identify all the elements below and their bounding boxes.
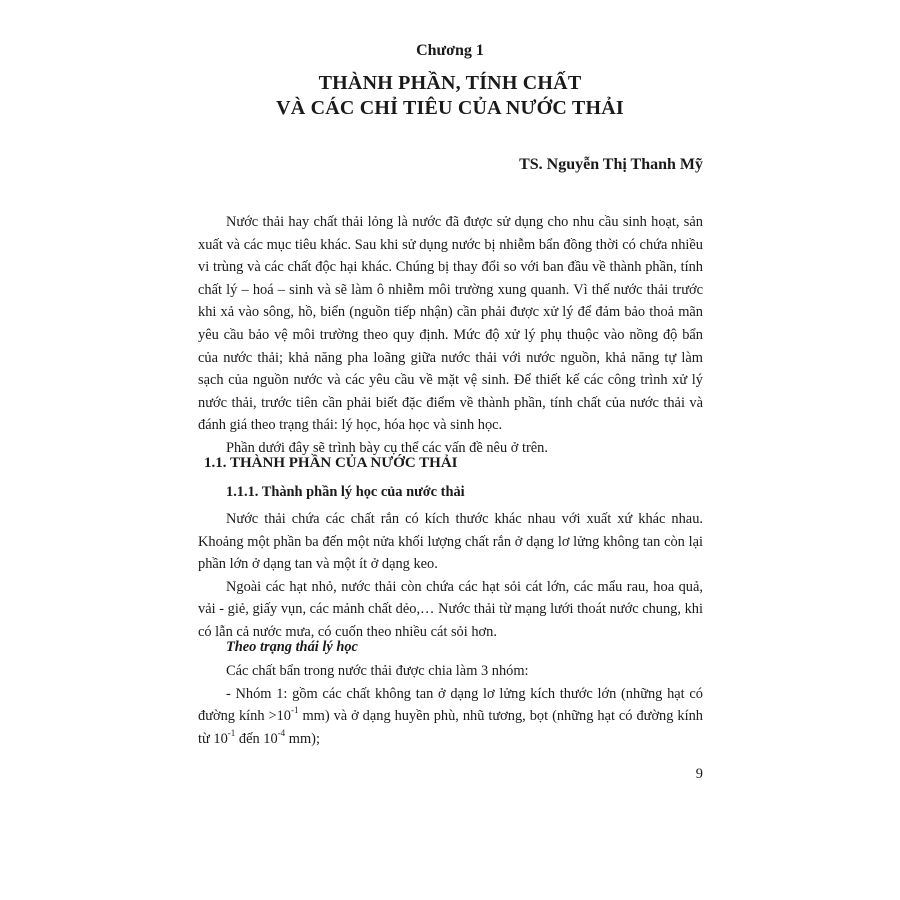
page-number: 9 xyxy=(695,766,703,782)
group-1-text-c: đến 10 xyxy=(235,730,278,747)
groups-intro: Các chất bẩn trong nước thải được chia làm 3 nhóm: xyxy=(226,663,529,679)
exponent: -1 xyxy=(291,705,299,716)
intro-paragraph: Nước thải hay chất thải lỏng là nước đã được sử dụng cho nhu cầu sinh hoạt, sản xuất và các mục tiêu khác. Sau khi sử dụng nước bị nhiễm bẩn đồng thời có chứa nhiều vi trùng và các chất độc hại khác. Chúng bị thay đổi so với ban đầu về thành phần, tính chất lý – hoá – sinh và sẽ làm ô nhiễm môi trường xung quanh. Vì thế nước thải trước khi xả vào sông, hồ, biển (nguồn tiếp nhận) cần phải được xử lý để đảm bảo thoả mãn yêu cầu bảo vệ môi trường theo quy định. Mức độ xử lý phụ thuộc vào nồng độ bẩn của nước thải; khả năng pha loãng giữa nước thải với nước nguồn, khả năng tự làm sạch của nguồn nước và các yêu cầu về mặt vệ sinh. Để thiết kế các công trình xử lý nước thải, trước tiên cần phải biết đặc điểm về thành phần, tính chất của nước thải và đánh giá theo trạng thái: lý học, hóa học và sinh học. xyxy=(198,214,703,434)
body-paragraph: Nước thải chứa các chất rắn có kích thước khác nhau với xuất xứ khác nhau. Khoảng một phần ba đến một nửa khối lượng chất rắn ở dạng lơ lửng không tan còn lại phần lớn ở dạng tan và một ít ở dạng keo. xyxy=(198,511,703,573)
author-name: TS. Nguyễn Thị Thanh Mỹ xyxy=(519,156,703,173)
body-paragraph: Ngoài các hạt nhỏ, nước thải còn chứa các hạt sỏi cát lớn, các mẩu rau, hoa quả, vải - giẻ, giấy vụn, các mảnh chất dẻo,… Nước thải từ mạng lưới thoát nước chung, khi có lẫn cả nước mưa, có cuốn theo nhiều cát sỏi hơn. xyxy=(198,578,703,640)
italic-heading: Theo trạng thái lý học xyxy=(226,639,358,655)
exponent: -1 xyxy=(227,727,236,738)
chapter-label: Chương 1 xyxy=(416,42,484,59)
subsection-heading: 1.1.1. Thành phần lý học của nước thải xyxy=(226,484,465,500)
group-1-item xyxy=(198,683,703,751)
group-1-text-a: - Nhóm 1: gồm các chất không tan ở dạng lơ lửng kích thước lớn (những hạt có đường kính >10 xyxy=(198,685,703,725)
group-1-text-b: mm) và ở dạng huyền phù, nhũ tương, bọt (những hạt có đường kính từ 10 xyxy=(198,708,703,747)
group-1-text-d: mm); xyxy=(285,730,320,747)
subsection-text xyxy=(198,508,703,644)
exponent: -4 xyxy=(277,727,286,738)
intro-text xyxy=(198,211,703,460)
groups-text xyxy=(198,660,703,750)
section-heading: 1.1. THÀNH PHẦN CỦA NƯỚC THẢI xyxy=(204,455,458,471)
intro-paragraph: Phần dưới đây sẽ trình bày cụ thể các vấn đề nêu ở trên. xyxy=(226,439,548,456)
chapter-title-line-1: THÀNH PHẦN, TÍNH CHẤT xyxy=(318,72,582,94)
chapter-title-line-2: VÀ CÁC CHỈ TIÊU CỦA NƯỚC THẢI xyxy=(276,97,624,119)
